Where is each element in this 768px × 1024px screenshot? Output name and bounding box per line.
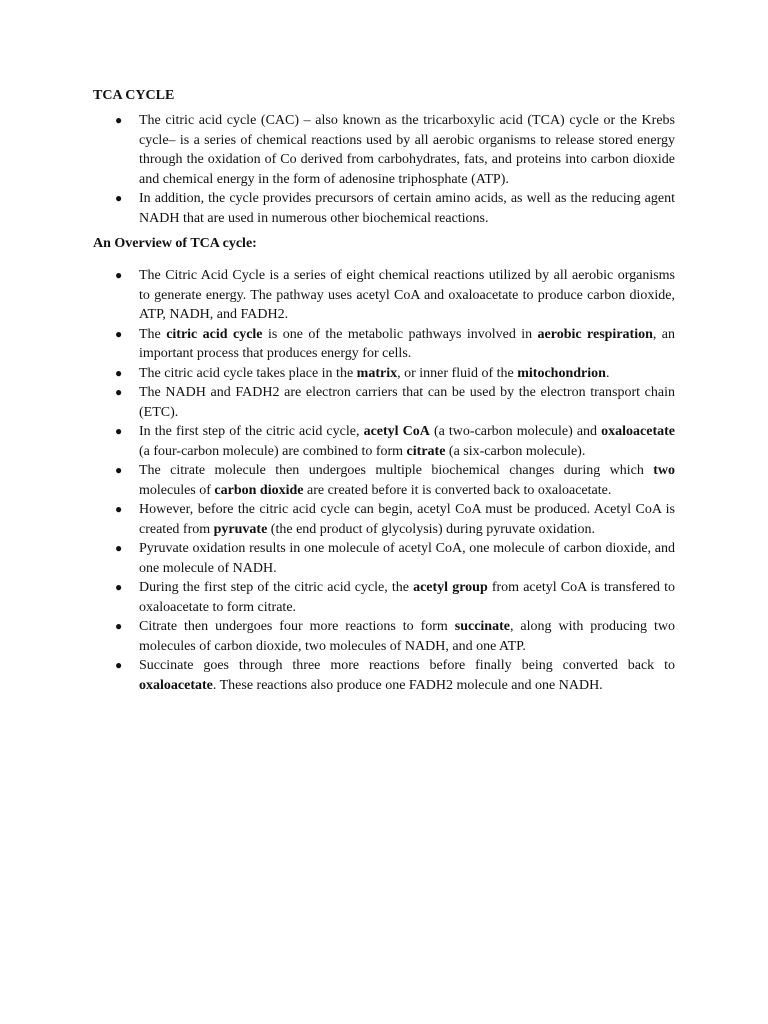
- list-item: [93, 578, 675, 617]
- bold-term: two: [653, 463, 675, 478]
- bullet-text: (a two-carbon molecule) and: [429, 424, 602, 439]
- bullet-text: .: [605, 365, 610, 381]
- bullet-icon: ●: [115, 619, 123, 633]
- bullet-icon: ●: [115, 113, 123, 127]
- bullet-icon: ●: [115, 326, 123, 341]
- bullet-icon: ●: [115, 424, 123, 438]
- bold-term: matrix: [356, 365, 398, 381]
- bullet-text: . These reactions also produce one FADH2 molecule and one NADH.: [212, 677, 603, 693]
- bullet-text: (the end product of glycolysis) during pyruvate oxidation.: [267, 521, 596, 537]
- bold-term: mitochondrion: [517, 365, 606, 381]
- bold-term: pyruvate: [213, 521, 268, 537]
- overview-bullet-list: [93, 266, 675, 695]
- bold-term: acetyl CoA: [363, 424, 430, 439]
- bullet-text: is one of the metabolic pathways involved in: [262, 326, 538, 342]
- bullet-text: Citrate then undergoes four more reactions to form: [139, 619, 455, 634]
- bullet-icon: ●: [115, 365, 123, 380]
- bold-term: oxaloacetate: [139, 677, 213, 693]
- bullet-icon: ●: [115, 385, 123, 399]
- bullet-icon: ●: [115, 580, 123, 594]
- section-heading: An Overview of TCA cycle:: [93, 236, 257, 251]
- bullet-text: In addition, the cycle provides precursors of certain amino acids, as well as the reducing agent NADH that are used in numerous other biochemical reactions.: [139, 191, 675, 226]
- bold-term: succinate: [454, 619, 510, 634]
- bold-term: citric acid cycle: [166, 326, 263, 342]
- bold-term: carbon dioxide: [214, 482, 304, 498]
- bullet-text: , or inner fluid of the: [397, 365, 518, 381]
- bullet-text: The citrate molecule then undergoes multiple biochemical changes during which: [139, 463, 654, 478]
- page-title: TCA CYCLE: [93, 88, 175, 103]
- bullet-text: However, before the citric acid cycle can begin, acetyl CoA must be produced. Acetyl CoA is created from: [139, 502, 675, 537]
- bullet-text: molecules of: [139, 482, 215, 498]
- bullet-text: The citric acid cycle takes place in the: [139, 365, 357, 381]
- list-item: [93, 266, 675, 325]
- intro-bullet-list: [93, 111, 675, 228]
- bullet-text: , along with producing two molecules of carbon dioxide, two molecules of NADH, and one ATP.: [139, 619, 675, 654]
- list-item: [93, 364, 675, 384]
- bullet-text: Pyruvate oxidation results in one molecule of acetyl CoA, one molecule of carbon dioxide, and one molecule of NADH.: [139, 541, 675, 576]
- list-item: [93, 189, 675, 228]
- bold-term: acetyl group: [413, 580, 488, 595]
- list-item: [93, 325, 675, 364]
- bullet-text: The Citric Acid Cycle is a series of eight chemical reactions utilized by all aerobic organisms to generate energy. The pathway uses acetyl CoA and oxaloacetate to produce carbon dioxide, ATP, NADH, and FADH2.: [139, 268, 675, 322]
- bullet-text: (a four-carbon molecule) are combined to form: [139, 443, 407, 459]
- list-item: [93, 111, 675, 189]
- bullet-text: The: [139, 326, 167, 342]
- list-item: [93, 500, 675, 539]
- bullet-text: During the first step of the citric acid cycle, the: [139, 580, 414, 595]
- bullet-text: , an important process that produces energy for cells.: [139, 326, 676, 361]
- bullet-text: are created before it is converted back to oxaloacetate.: [303, 482, 612, 498]
- list-item: [93, 656, 675, 695]
- list-item: [93, 422, 675, 461]
- bold-term: aerobic respiration: [537, 326, 653, 342]
- bullet-icon: ●: [115, 268, 123, 282]
- bullet-text: from acetyl CoA is transfered to oxaloacetate to form citrate.: [139, 580, 675, 615]
- bold-term: citrate: [406, 443, 446, 459]
- list-item: [93, 539, 675, 578]
- list-item: [93, 383, 675, 422]
- bullet-icon: ●: [115, 502, 123, 516]
- bullet-text: (a six-carbon molecule).: [445, 443, 586, 459]
- bullet-icon: ●: [115, 191, 123, 205]
- bullet-text: Succinate goes through three more reactions before finally being converted back to: [139, 658, 675, 673]
- bold-term: oxaloacetate: [601, 424, 675, 439]
- list-item: [93, 617, 675, 656]
- bullet-text: In the first step of the citric acid cycle,: [139, 424, 364, 439]
- bullet-icon: ●: [115, 463, 123, 477]
- bullet-icon: ●: [115, 541, 123, 555]
- list-item: [93, 461, 675, 500]
- bullet-icon: ●: [115, 658, 123, 672]
- document-body: [93, 86, 675, 695]
- bullet-text: The citric acid cycle (CAC) – also known as the tricarboxylic acid (TCA) cycle or the Krebs cycle– is a series of chemical reactions used by all aerobic organisms to release stored energy through the oxidation of Co derived from carbohydrates, fats, and proteins into carbon dioxide and chemical energy in the form of adenosine triphosphate (ATP).: [139, 113, 675, 187]
- bullet-text: The NADH and FADH2 are electron carriers that can be used by the electron transport chain (ETC).: [139, 385, 675, 420]
